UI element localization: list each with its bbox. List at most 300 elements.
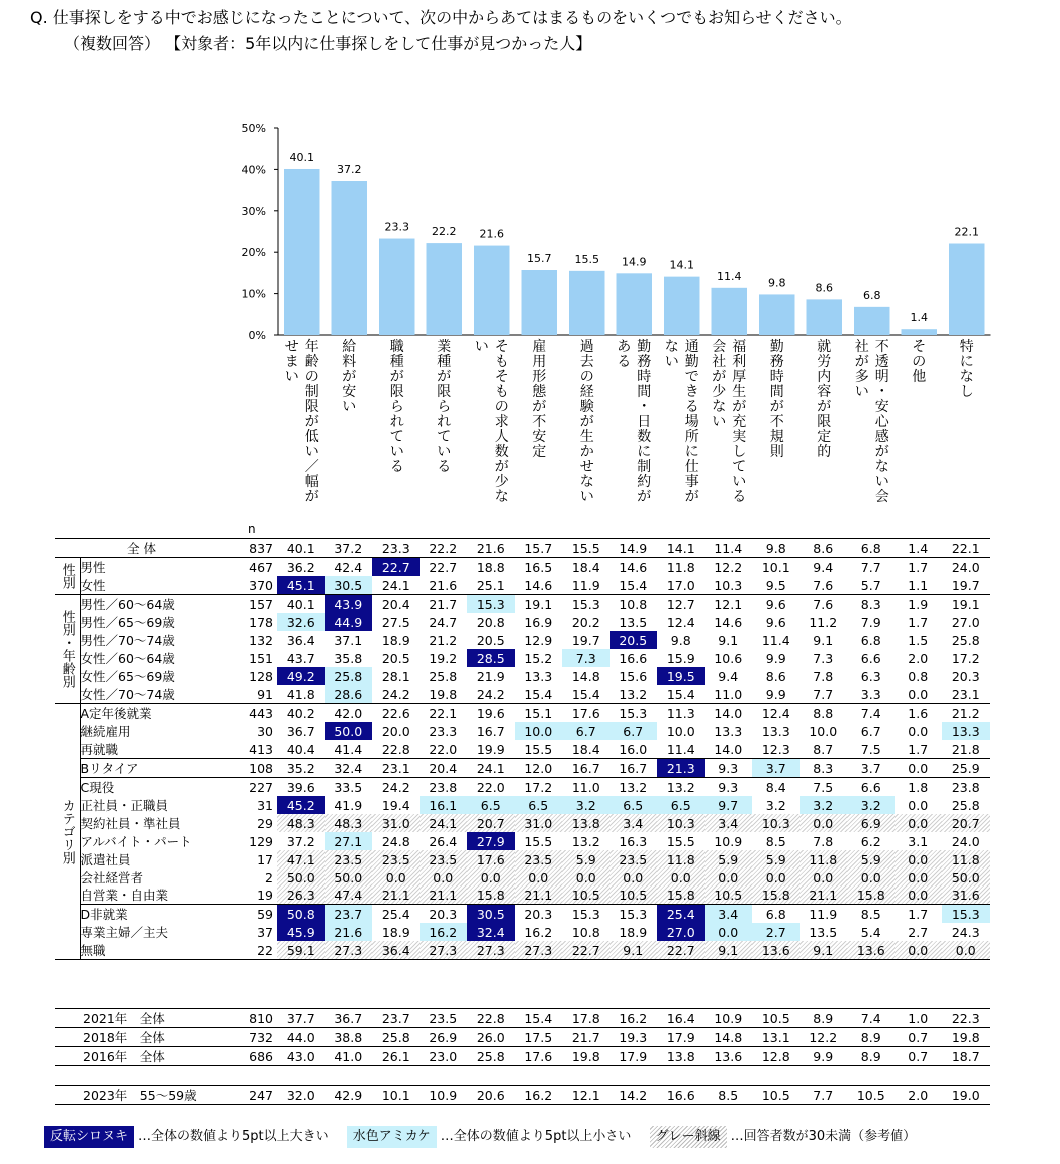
value-cell: 19.7 [571, 632, 600, 648]
row-label: アルバイト・パート [80, 834, 192, 849]
row-label: 2018年 全体 [83, 1030, 165, 1045]
value-cell: 27.5 [381, 614, 410, 630]
question-subtext: （複数回答） 【対象者：5年以内に仕事探しをして仕事が見つかった人】 [64, 34, 592, 53]
value-cell: 14.6 [714, 614, 743, 630]
value-cell: 14.0 [714, 705, 743, 721]
value-cell: 1.7 [908, 741, 929, 757]
bar [854, 307, 890, 335]
value-cell: 24.0 [951, 559, 980, 575]
category-label: せ ま い [284, 339, 299, 385]
value-cell: 6.3 [860, 668, 881, 684]
value-cell: 18.9 [381, 632, 410, 648]
value-cell: 37.1 [334, 632, 363, 648]
value-cell: 20.5 [610, 631, 658, 649]
row-label: 自営業・自由業 [80, 888, 169, 903]
value-cell: 10.6 [714, 650, 743, 666]
value-cell: 21.6 [429, 577, 458, 593]
value-cell: 23.7 [325, 905, 373, 924]
row-n: 128 [249, 668, 273, 684]
table-row [55, 832, 990, 850]
value-cell: 13.2 [619, 686, 648, 702]
value-cell: 22.6 [381, 705, 410, 721]
value-cell: 6.8 [860, 540, 881, 556]
value-cell: 35.2 [286, 760, 315, 776]
value-cell: 18.8 [476, 559, 505, 575]
value-cell: 7.8 [813, 833, 834, 849]
value-cell: 10.5 [705, 886, 753, 905]
value-cell: 14.9 [619, 540, 648, 556]
value-cell: 20.3 [524, 906, 553, 922]
value-cell: 32.4 [467, 923, 515, 941]
value-cell: 18.4 [571, 559, 600, 575]
value-cell: 15.4 [571, 686, 600, 702]
value-cell: 27.3 [420, 941, 468, 960]
value-cell: 12.1 [714, 596, 743, 612]
value-cell: 1.7 [908, 559, 929, 575]
value-cell: 45.9 [277, 923, 325, 941]
value-cell: 15.5 [666, 833, 695, 849]
value-cell: 36.2 [286, 559, 315, 575]
value-cell: 15.4 [666, 686, 695, 702]
value-cell: 21.2 [429, 632, 458, 648]
value-cell: 43.0 [286, 1048, 315, 1064]
y-tick-label: 30% [241, 204, 266, 218]
value-cell: 50.0 [325, 722, 373, 740]
value-cell: 0.0 [895, 850, 943, 868]
value-cell: 17.2 [951, 650, 980, 666]
bar [712, 288, 748, 335]
table-row [55, 1028, 990, 1047]
value-cell: 6.7 [860, 723, 881, 739]
value-cell: 6.5 [657, 796, 705, 814]
table-row [55, 886, 990, 905]
value-cell: 20.6 [476, 1087, 505, 1103]
value-cell: 50.8 [277, 905, 325, 924]
value-cell: 14.0 [714, 741, 743, 757]
value-cell: 20.2 [571, 614, 600, 630]
value-cell: 17.2 [524, 779, 553, 795]
value-cell: 11.8 [657, 850, 705, 868]
value-cell: 30.5 [467, 905, 515, 924]
question-text: Q. 仕事探しをする中でお感じになったことについて、次の中からあてはまるものをいくつでもお知らせください。 [30, 8, 852, 27]
table-row [55, 576, 990, 595]
value-cell: 2.0 [908, 650, 929, 666]
table-row [55, 631, 990, 649]
value-cell: 3.2 [765, 797, 786, 813]
table-row [55, 704, 990, 723]
value-cell: 23.5 [325, 850, 373, 868]
value-cell: 16.2 [420, 923, 468, 941]
value-cell: 1.1 [908, 577, 929, 593]
category-label: 雇 用 形 態 が 不 安 定 [532, 339, 547, 460]
value-cell: 22.1 [951, 540, 980, 556]
value-cell: 21.7 [429, 596, 458, 612]
value-cell: 14.6 [524, 577, 553, 593]
value-cell: 19.6 [476, 705, 505, 721]
value-cell: 11.2 [809, 614, 838, 630]
value-cell: 20.3 [429, 906, 458, 922]
value-cell: 10.5 [761, 1087, 790, 1103]
value-cell: 23.3 [381, 540, 410, 556]
bar-value-label: 15.5 [574, 252, 599, 266]
value-cell: 22.1 [429, 705, 458, 721]
value-cell: 6.2 [860, 833, 881, 849]
value-cell: 16.2 [619, 1010, 648, 1026]
value-cell: 5.4 [860, 924, 881, 940]
value-cell: 10.3 [714, 577, 743, 593]
value-cell: 21.7 [571, 1029, 600, 1045]
value-cell: 15.9 [666, 650, 695, 666]
value-cell: 37.2 [334, 540, 363, 556]
value-cell: 16.5 [524, 559, 553, 575]
table-row [55, 595, 990, 614]
value-cell: 7.9 [860, 614, 881, 630]
row-label: D非就業 [80, 907, 128, 922]
value-cell: 10.5 [761, 1010, 790, 1026]
value-cell: 25.8 [325, 667, 373, 685]
value-cell: 32.0 [286, 1087, 315, 1103]
value-cell: 0.0 [895, 814, 943, 832]
bar-value-label: 22.2 [432, 225, 457, 239]
value-cell: 0.0 [908, 723, 929, 739]
value-cell: 3.4 [610, 814, 658, 832]
row-n: 157 [249, 596, 273, 612]
value-cell: 26.0 [476, 1029, 505, 1045]
value-cell: 24.8 [381, 833, 410, 849]
table-row [55, 558, 990, 577]
row-label: 2023年 55〜59歳 [83, 1088, 197, 1103]
value-cell: 0.7 [908, 1029, 929, 1045]
value-cell: 59.1 [277, 941, 325, 960]
value-cell: 14.2 [619, 1087, 648, 1103]
value-cell: 8.5 [718, 1087, 739, 1103]
table-row [55, 539, 990, 558]
row-label: 女性／60〜64歳 [80, 651, 175, 666]
value-cell: 23.3 [429, 723, 458, 739]
value-cell: 8.3 [813, 760, 834, 776]
value-cell: 5.9 [847, 850, 895, 868]
value-cell: 25.8 [476, 1048, 505, 1064]
value-cell: 13.6 [752, 941, 800, 960]
table-row [55, 778, 990, 797]
legend-hi-text: …全体の数値より5pt以上大きい [138, 1129, 329, 1144]
value-cell: 15.6 [619, 668, 648, 684]
value-cell: 0.0 [895, 941, 943, 960]
value-cell: 36.4 [286, 632, 315, 648]
value-cell: 33.5 [334, 779, 363, 795]
y-tick-label: 20% [241, 246, 266, 260]
value-cell: 3.4 [705, 814, 753, 832]
value-cell: 48.3 [325, 814, 373, 832]
table-row [55, 850, 990, 868]
value-cell: 15.7 [524, 540, 553, 556]
value-cell: 24.1 [476, 760, 505, 776]
value-cell: 8.9 [860, 1029, 881, 1045]
value-cell: 9.1 [705, 941, 753, 960]
row-label: 全 体 [127, 541, 156, 556]
table-row [55, 905, 990, 924]
category-label: 職 種 が 限 ら れ て い る [389, 339, 404, 475]
row-label: 女性／65〜69歳 [80, 669, 175, 684]
row-n: 151 [249, 650, 273, 666]
value-cell: 9.1 [610, 941, 658, 960]
y-tick-label: 10% [241, 287, 266, 301]
value-cell: 26.3 [277, 886, 325, 905]
bar-value-label: 11.4 [717, 269, 742, 283]
table-row [55, 1047, 990, 1066]
value-cell: 14.1 [666, 540, 695, 556]
value-cell: 23.5 [610, 850, 658, 868]
row-label: 女性／70〜74歳 [80, 687, 175, 702]
row-label: 正社員・正職員 [80, 798, 169, 813]
value-cell: 40.4 [286, 741, 315, 757]
value-cell: 24.2 [381, 779, 410, 795]
value-cell: 1.6 [908, 705, 929, 721]
value-cell: 12.8 [761, 1048, 790, 1064]
value-cell: 13.3 [524, 668, 553, 684]
value-cell: 32.6 [277, 613, 325, 631]
value-cell: 1.4 [908, 540, 929, 556]
value-cell: 0.0 [372, 868, 420, 886]
category-label: 不 透 明 ・ 安 心 感 が な い 会 [874, 339, 889, 505]
category-label: 会 社 が 少 な い [712, 339, 727, 430]
value-cell: 0.0 [895, 868, 943, 886]
value-cell: 12.9 [524, 632, 553, 648]
row-n: 443 [249, 705, 273, 721]
value-cell: 31.0 [372, 814, 420, 832]
value-cell: 13.1 [761, 1029, 790, 1045]
legend-lo-swatch: 水色アミカケ [347, 1126, 437, 1148]
bar [522, 270, 558, 335]
bar [759, 294, 795, 335]
value-cell: 31.6 [942, 886, 990, 905]
category-label: そ も そ も の 求 人 数 が 少 な [494, 339, 509, 505]
value-cell: 8.9 [860, 1048, 881, 1064]
value-cell: 24.7 [429, 614, 458, 630]
row-n: 59 [257, 906, 273, 922]
value-cell: 7.5 [813, 779, 834, 795]
value-cell: 23.1 [381, 760, 410, 776]
value-cell: 20.4 [381, 596, 410, 612]
value-cell: 27.3 [515, 941, 563, 960]
value-cell: 3.7 [860, 760, 881, 776]
value-cell: 8.4 [765, 779, 786, 795]
table-row [55, 613, 990, 631]
value-cell: 22.7 [562, 941, 610, 960]
value-cell: 7.8 [813, 668, 834, 684]
row-label: Bリタイア [80, 761, 139, 776]
value-cell: 26.4 [429, 833, 458, 849]
value-cell: 0.0 [467, 868, 515, 886]
value-cell: 21.6 [476, 540, 505, 556]
value-cell: 27.3 [325, 941, 373, 960]
value-cell: 24.1 [381, 577, 410, 593]
value-cell: 1.8 [908, 779, 929, 795]
value-cell: 9.4 [813, 559, 834, 575]
value-cell: 9.4 [718, 668, 739, 684]
value-cell: 27.3 [467, 941, 515, 960]
value-cell: 25.4 [381, 906, 410, 922]
value-cell: 22.3 [951, 1010, 980, 1026]
value-cell: 7.7 [813, 1087, 834, 1103]
row-n: 37 [257, 924, 273, 940]
value-cell: 21.6 [325, 923, 373, 941]
row-label: 再就職 [80, 742, 119, 757]
value-cell: 13.3 [714, 723, 743, 739]
bar-value-label: 9.8 [768, 276, 786, 290]
value-cell: 5.9 [562, 850, 610, 868]
group-label: 性別・年齢別 [55, 595, 80, 704]
bar [284, 169, 320, 335]
row-n: 108 [249, 760, 273, 776]
value-cell: 38.8 [334, 1029, 363, 1045]
value-cell: 0.0 [942, 941, 990, 960]
value-cell: 9.3 [718, 760, 739, 776]
value-cell: 47.1 [277, 850, 325, 868]
value-cell: 41.0 [334, 1048, 363, 1064]
value-cell: 14.8 [714, 1029, 743, 1045]
value-cell: 11.0 [571, 779, 600, 795]
value-cell: 36.7 [286, 723, 315, 739]
value-cell: 10.0 [515, 722, 563, 740]
value-cell: 24.2 [476, 686, 505, 702]
value-cell: 0.0 [562, 868, 610, 886]
value-cell: 43.9 [325, 595, 373, 614]
value-cell: 19.5 [657, 667, 705, 685]
table-row [55, 685, 990, 704]
n-header: n [248, 522, 256, 536]
value-cell: 35.8 [334, 650, 363, 666]
value-cell: 25.8 [429, 668, 458, 684]
value-cell: 22.0 [476, 779, 505, 795]
bar-value-label: 1.4 [910, 311, 928, 325]
value-cell: 16.6 [619, 650, 648, 666]
category-label: 過 去 の 経 験 が 生 か せ な い [579, 339, 594, 505]
value-cell: 10.5 [610, 886, 658, 905]
value-cell: 11.9 [571, 577, 600, 593]
bar-value-label: 14.1 [669, 258, 694, 272]
value-cell: 10.5 [856, 1087, 885, 1103]
value-cell: 24.1 [420, 814, 468, 832]
value-cell: 0.0 [610, 868, 658, 886]
bar-value-label: 6.8 [863, 288, 881, 302]
value-cell: 17.6 [467, 850, 515, 868]
value-cell: 9.8 [670, 632, 691, 648]
row-n: 22 [257, 942, 273, 958]
value-cell: 13.8 [666, 1048, 695, 1064]
value-cell: 9.9 [765, 686, 786, 702]
value-cell: 3.2 [847, 796, 895, 814]
value-cell: 16.3 [619, 833, 648, 849]
value-cell: 1.7 [908, 614, 929, 630]
value-cell: 7.4 [860, 1010, 881, 1026]
bar [664, 277, 700, 335]
value-cell: 7.3 [562, 649, 610, 667]
value-cell: 8.6 [813, 540, 834, 556]
value-cell: 10.1 [381, 1087, 410, 1103]
value-cell: 16.0 [619, 741, 648, 757]
value-cell: 12.2 [714, 559, 743, 575]
value-cell: 0.0 [800, 814, 848, 832]
value-cell: 6.5 [467, 796, 515, 814]
value-cell: 6.6 [860, 779, 881, 795]
value-cell: 0.0 [705, 923, 753, 941]
value-cell: 21.1 [420, 886, 468, 905]
value-cell: 0.0 [705, 868, 753, 886]
bar [902, 329, 938, 335]
value-cell: 0.0 [908, 686, 929, 702]
value-cell: 11.8 [666, 559, 695, 575]
value-cell: 36.4 [372, 941, 420, 960]
row-n: 413 [249, 741, 273, 757]
value-cell: 8.5 [860, 906, 881, 922]
bar [332, 181, 368, 335]
value-cell: 13.3 [942, 722, 990, 740]
value-cell: 6.5 [610, 796, 658, 814]
value-cell: 25.8 [951, 797, 980, 813]
value-cell: 10.9 [714, 833, 743, 849]
value-cell: 12.7 [666, 596, 695, 612]
value-cell: 12.1 [571, 1087, 600, 1103]
value-cell: 18.4 [571, 741, 600, 757]
value-cell: 9.1 [813, 632, 834, 648]
value-cell: 20.8 [476, 614, 505, 630]
value-cell: 17.8 [571, 1010, 600, 1026]
results-table [55, 538, 990, 960]
value-cell: 6.8 [860, 632, 881, 648]
value-cell: 9.1 [800, 941, 848, 960]
value-cell: 11.8 [942, 850, 990, 868]
value-cell: 26.1 [381, 1048, 410, 1064]
value-cell: 12.4 [761, 705, 790, 721]
value-cell: 8.6 [765, 668, 786, 684]
value-cell: 45.2 [277, 796, 325, 814]
value-cell: 19.2 [429, 650, 458, 666]
bar-value-label: 23.3 [384, 220, 409, 234]
value-cell: 23.8 [429, 779, 458, 795]
value-cell: 9.5 [765, 577, 786, 593]
category-label: 勤 務 時 間 が 不 規 則 [769, 339, 784, 460]
value-cell: 0.0 [657, 868, 705, 886]
value-cell: 49.2 [277, 667, 325, 685]
value-cell: 7.7 [860, 559, 881, 575]
value-cell: 27.9 [467, 832, 515, 850]
row-label: 専業主婦／主夫 [80, 925, 169, 940]
table-row [55, 1009, 990, 1028]
value-cell: 6.7 [610, 722, 658, 740]
value-cell: 12.2 [809, 1029, 838, 1045]
row-label: 会社経営者 [80, 870, 144, 885]
value-cell: 13.6 [847, 941, 895, 960]
value-cell: 23.5 [429, 1010, 458, 1026]
row-label: 2021年 全体 [83, 1011, 165, 1026]
value-cell: 0.7 [908, 1048, 929, 1064]
value-cell: 15.2 [524, 650, 553, 666]
value-cell: 15.3 [619, 906, 648, 922]
value-cell: 36.7 [334, 1010, 363, 1026]
bar-value-label: 37.2 [337, 162, 362, 176]
value-cell: 17.6 [524, 1048, 553, 1064]
value-cell: 21.3 [657, 759, 705, 778]
value-cell: 2.0 [908, 1087, 929, 1103]
value-cell: 20.4 [429, 760, 458, 776]
value-cell: 15.5 [571, 540, 600, 556]
value-cell: 15.5 [524, 741, 553, 757]
category-label: 特 に な し [959, 339, 974, 400]
row-label: 男性 [80, 560, 106, 575]
category-label: 就 労 内 容 が 限 定 的 [817, 339, 832, 460]
value-cell: 2.7 [752, 923, 800, 941]
